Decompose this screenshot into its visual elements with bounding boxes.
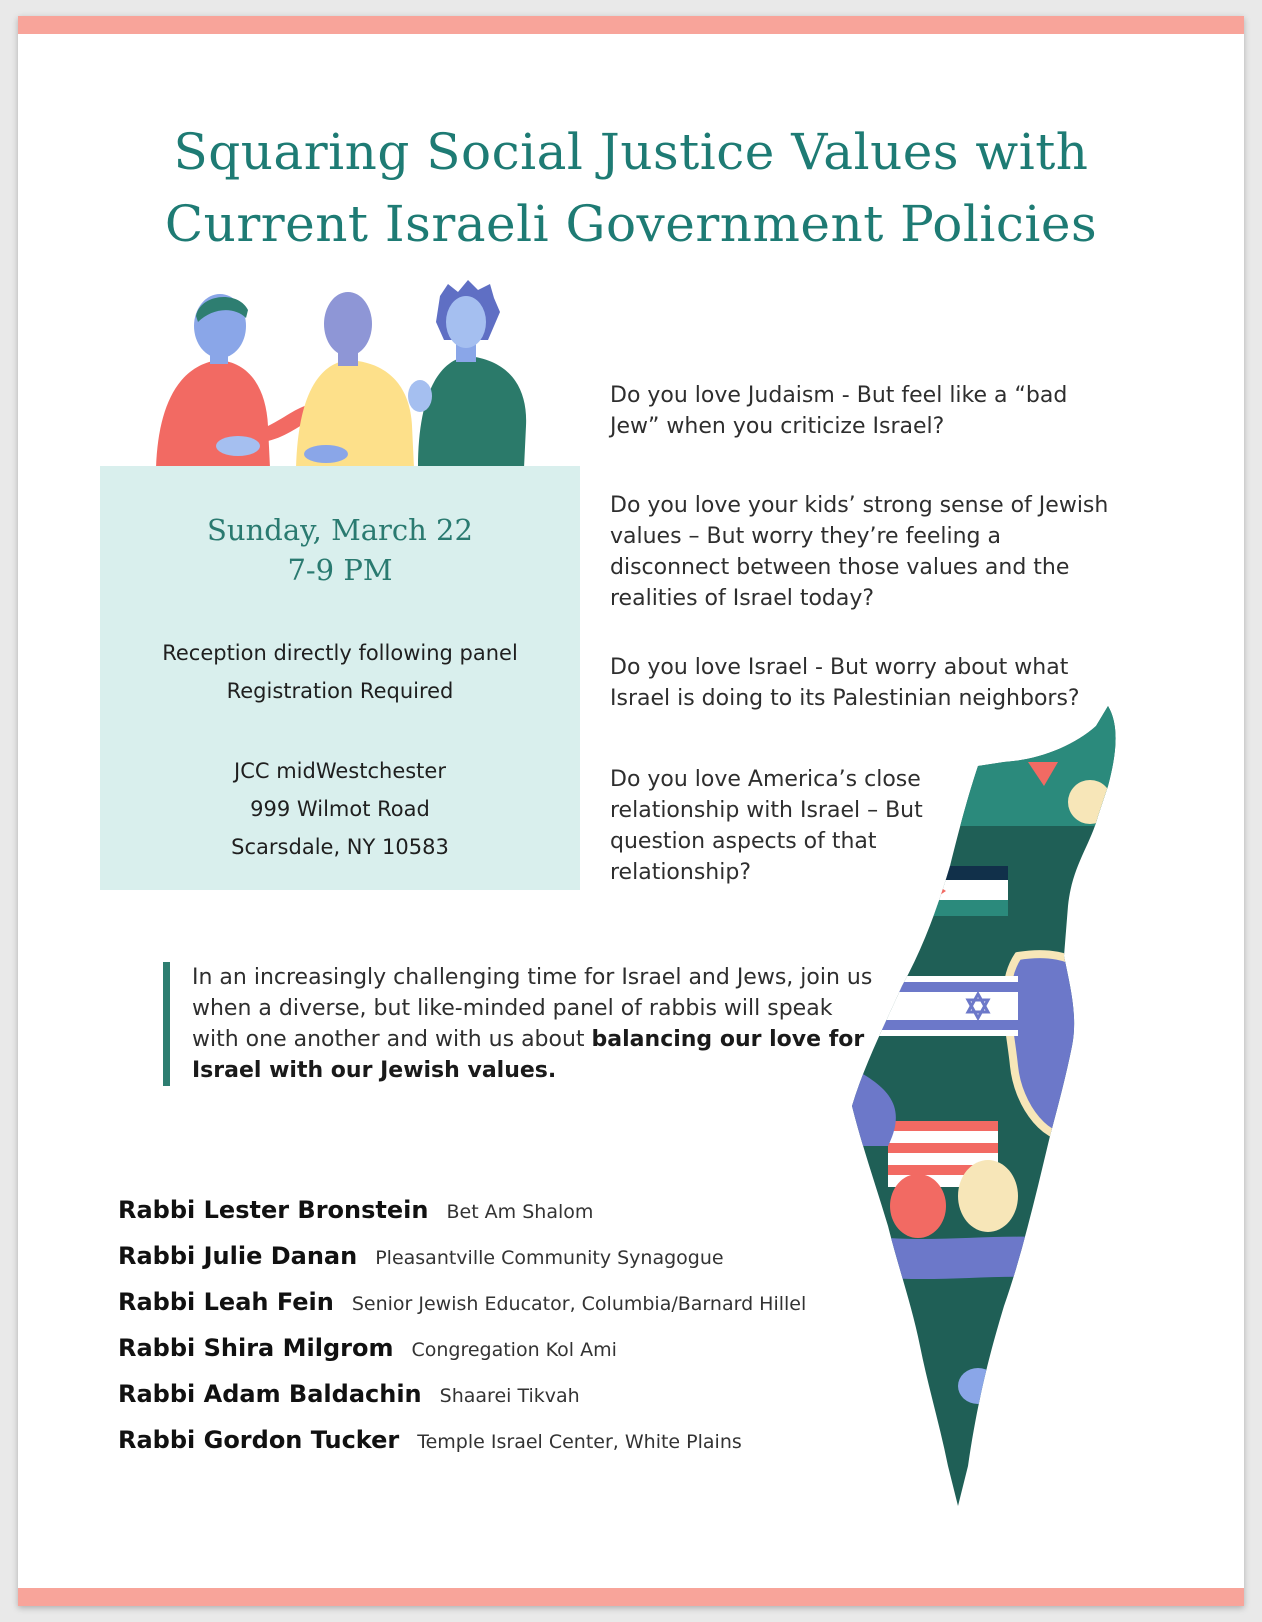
panelist-name: Rabbi Shira Milgrom <box>118 1334 394 1362</box>
panelist-row <box>118 1380 580 1408</box>
panelist-name: Rabbi Lester Bronstein <box>118 1196 429 1224</box>
panelist-affiliation: Temple Israel Center, White Plains <box>417 1431 742 1453</box>
event-info-box <box>100 466 580 890</box>
panelist-name: Rabbi Leah Fein <box>118 1288 334 1316</box>
panelist-row <box>118 1334 617 1362</box>
panelist-row <box>118 1242 724 1270</box>
title-line-2: Current Israeli Government Policies <box>164 195 1098 253</box>
panelist-affiliation: Congregation Kol Ami <box>411 1339 617 1361</box>
venue-name: JCC midWestchester <box>234 759 446 783</box>
panelist-affiliation: Senior Jewish Educator, Columbia/Barnard Hillel <box>351 1293 807 1315</box>
venue-street: 999 Wilmot Road <box>250 797 430 821</box>
reception-note: Reception directly following panel <box>162 641 518 665</box>
panelist-row <box>118 1288 806 1316</box>
panelist-affiliation: Bet Am Shalom <box>446 1201 594 1223</box>
title-line-1: Squaring Social Justice Values with <box>173 123 1089 181</box>
registration-note: Registration Required <box>226 679 454 703</box>
question-item: Do you love America’s close relationship with Israel – But question aspects of that relationship? <box>610 767 923 885</box>
three-people-talking-illustration <box>148 276 548 486</box>
description-emphasis: balancing our love for Israel with our Jewish values. <box>192 1027 865 1083</box>
event-notes <box>100 634 580 710</box>
event-time: 7-9 PM <box>287 553 393 587</box>
panelist-name: Rabbi Adam Baldachin <box>118 1380 422 1408</box>
venue-address <box>100 752 580 866</box>
panelist-row <box>118 1196 593 1224</box>
venue-city: Scarsdale, NY 10583 <box>231 835 449 859</box>
panelist-row <box>118 1426 742 1454</box>
description-text: In an increasingly challenging time for Israel and Jews, join us when a diverse, but like-minded panel of rabbis will speak with one another and with us about <box>192 965 873 1052</box>
event-description <box>163 962 882 1086</box>
panelist-name: Rabbi Julie Danan <box>118 1242 358 1270</box>
panelist-name: Rabbi Gordon Tucker <box>118 1426 400 1454</box>
question-item: Do you love your kids’ strong sense of Jewish values – But worry they’re feeling a disconnect between those values and the realities of Israel today? <box>610 493 1109 611</box>
event-date: Sunday, March 22 <box>207 513 473 547</box>
event-datetime <box>100 510 580 590</box>
page-title <box>18 116 1244 260</box>
panelist-affiliation: Shaarei Tikvah <box>439 1385 580 1407</box>
top-stripe <box>18 16 1244 34</box>
israel-map-illustration <box>828 706 1128 1506</box>
panelist-affiliation: Pleasantville Community Synagogue <box>375 1247 724 1269</box>
question-item: Do you love Judaism - But feel like a “bad Jew” when you criticize Israel? <box>610 383 1068 439</box>
bottom-stripe <box>18 1588 1244 1606</box>
question-item: Do you love Israel - But worry about what Israel is doing to its Palestinian neighbors? <box>610 655 1080 711</box>
flyer-page <box>18 16 1244 1606</box>
